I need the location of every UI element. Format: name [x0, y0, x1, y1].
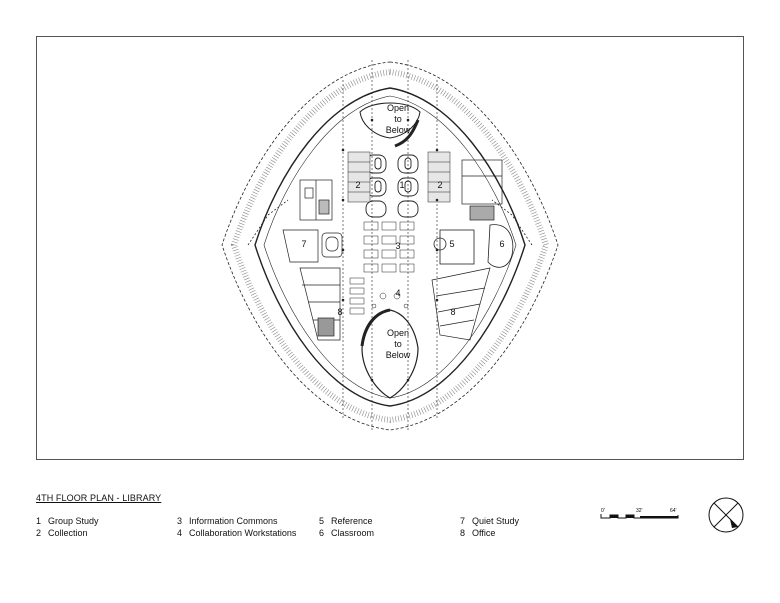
collection-stacks-right [428, 152, 450, 202]
north-arrow-icon [706, 495, 746, 535]
legend-item: 1 Group Study [36, 516, 99, 526]
legend-column-2 [177, 516, 296, 539]
scale-tick-64: 64' [670, 508, 677, 514]
open-to-below-top-line2: to [394, 114, 402, 124]
room-label-8-left: 8 [337, 307, 343, 317]
legend-item: 8 Office [460, 527, 496, 538]
open-to-below-bottom-line3: Below [385, 350, 411, 360]
structural-grid [343, 60, 437, 432]
open-to-below-bottom-line1: Open [386, 328, 410, 338]
scale-tick-0: 0' [601, 508, 605, 514]
group-study-pods [366, 155, 418, 217]
room-label-2-left: 2 [355, 180, 361, 190]
legend-item: 6 Classroom [319, 527, 375, 538]
legend-column-1 [36, 516, 99, 539]
room-label-7: 7 [301, 239, 307, 249]
scale-bar [600, 504, 684, 524]
legend-item: 5 Reference [319, 516, 373, 526]
left-wing [248, 200, 288, 245]
scale-tick-32: 32' [636, 508, 643, 514]
open-to-below-top-line1: Open [386, 103, 410, 113]
room-label-1: 1 [399, 180, 405, 190]
legend-item: 7 Quiet Study [460, 516, 520, 526]
legend-item: 3 Information Commons [177, 516, 278, 526]
room-label-6: 6 [499, 239, 505, 249]
room-label-8-right: 8 [450, 307, 456, 317]
legend-item: 4 Collaboration Workstations [177, 527, 297, 538]
left-core [300, 180, 332, 220]
room-label-5: 5 [449, 239, 455, 249]
room-label-3: 3 [395, 241, 401, 251]
legend-column-3 [319, 516, 374, 539]
left-offices [300, 268, 343, 340]
collection-stacks-left [348, 152, 370, 202]
outer-envelope [222, 62, 558, 430]
room-label-4: 4 [395, 288, 401, 298]
open-to-below-top-line3: Below [385, 125, 411, 135]
right-core [462, 160, 502, 220]
legend-item: 2 Collection [36, 527, 88, 538]
quiet-study-room [283, 230, 342, 262]
plan-title: 4TH FLOOR PLAN - LIBRARY [36, 493, 162, 503]
legend-column-4 [460, 516, 519, 539]
room-label-2-right: 2 [437, 180, 443, 190]
open-to-below-bottom-line2: to [394, 339, 402, 349]
information-commons-tables [364, 222, 414, 272]
right-offices [432, 268, 490, 340]
